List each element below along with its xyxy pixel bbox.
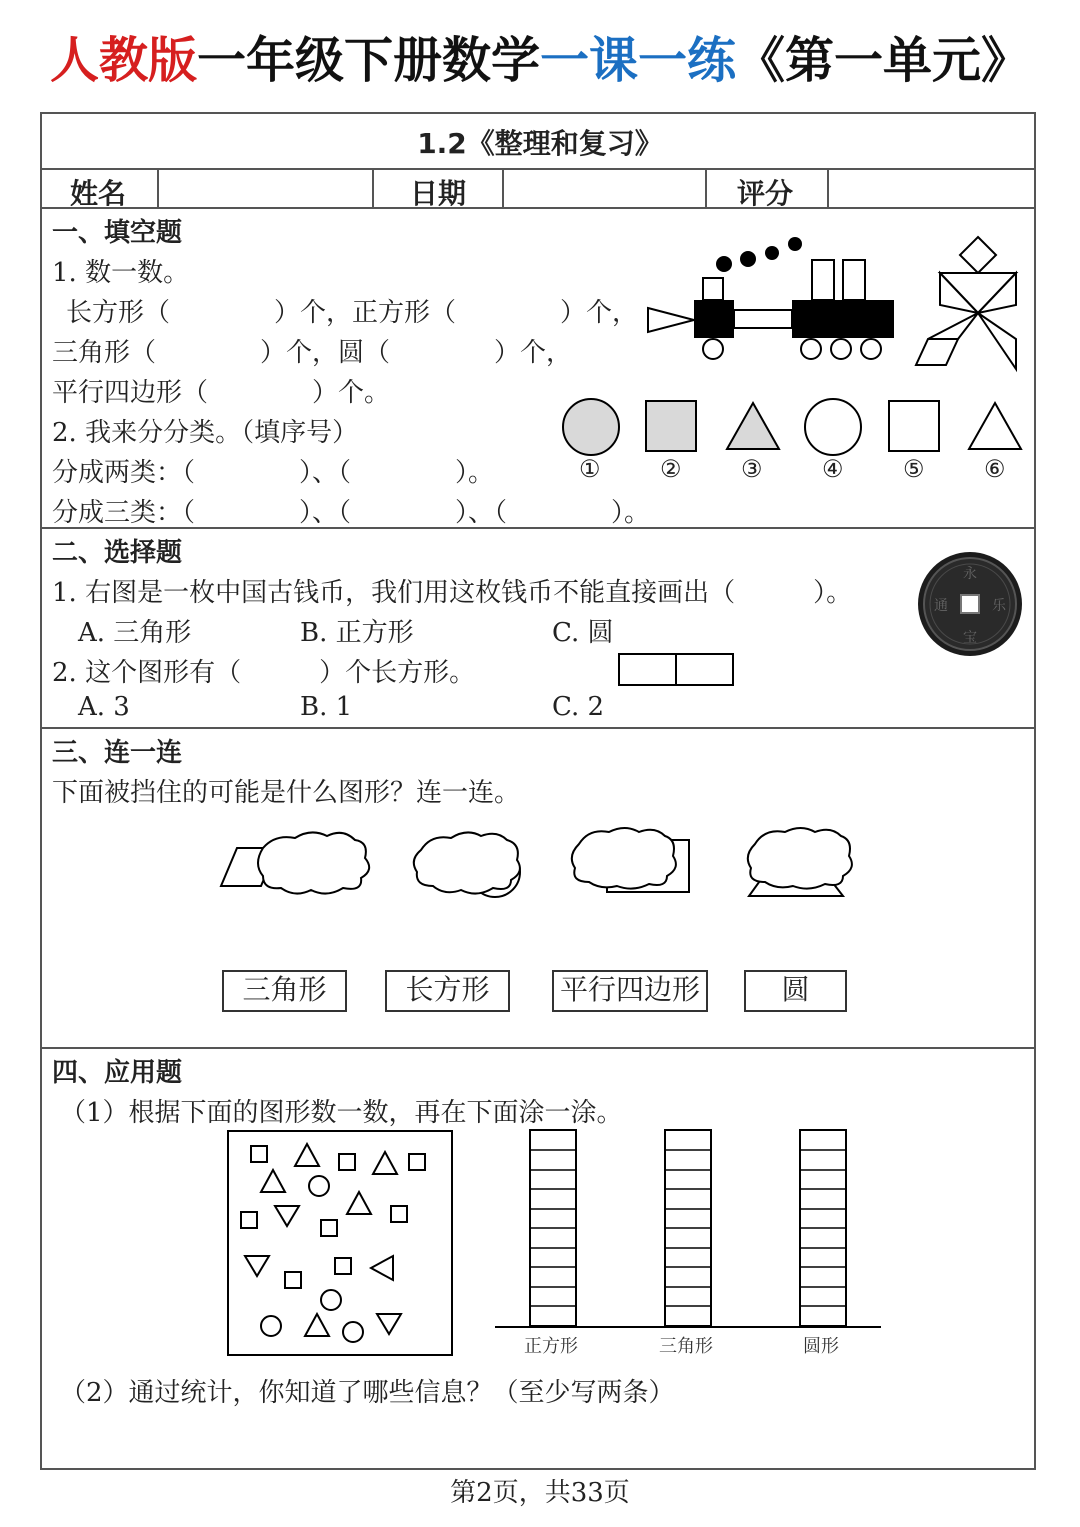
date-field[interactable] [505,170,703,206]
score-label: 评分 [737,177,794,210]
shape-num-4: ④ [822,455,844,483]
choice-parallelogram[interactable]: 平行四边形 [552,970,708,1012]
name-field[interactable] [160,170,370,206]
q2-2-opt-a[interactable]: A. 3 [78,692,130,722]
q2-1-text: 1. 右图是一枚中国古钱币，我们用这枚钱币不能直接画出（ ）。 [52,578,853,608]
page-footer: 第2页，共33页 [450,1478,630,1508]
q2-text: 2. 我来分分类。（填序号） [52,418,359,448]
choice-circle[interactable]: 圆 [744,970,847,1012]
bar-label-circle: 圆形 [803,1336,839,1357]
shape-num-1: ① [579,455,601,483]
q1-line2: 三角形（ ）个，圆（ ）个， [52,338,573,368]
two-rectangles-figure [618,653,736,687]
q2-1-opt-a[interactable]: A. 三角形 [78,618,192,648]
train-figure [640,230,910,370]
q2-2-opt-c[interactable]: C. 2 [552,692,605,722]
answer-area[interactable] [60,1410,1020,1462]
shape-num-5: ⑤ [903,455,925,483]
section1-heading: 一、填空题 [52,218,183,248]
q1-text: 1. 数一数。 [52,258,190,288]
shape-num-3: ③ [741,455,763,483]
q2-1-opt-c[interactable]: C. 圆 [552,618,614,648]
svg-text:永: 永 [963,566,977,582]
q4-1-text: （1）根据下面的图形数一数，再在下面涂一涂。 [60,1098,623,1128]
divider [40,1047,1036,1049]
q2-2-text: 2. 这个图形有（ ）个长方形。 [52,658,476,688]
hidden-shapes-figure [215,820,855,910]
section2-heading: 二、选择题 [52,538,183,568]
choice-triangle[interactable]: 三角形 [222,970,347,1012]
q2-1-opt-b[interactable]: B. 正方形 [300,618,414,648]
section4-heading: 四、应用题 [52,1058,183,1088]
q3-text: 下面被挡住的可能是什么图形？连一连。 [52,778,521,808]
choice-rectangle[interactable]: 长方形 [385,970,510,1012]
divider [40,207,1036,209]
tally-bars [495,1128,885,1332]
section3-heading: 三、连一连 [52,738,183,768]
q2-2-opt-b[interactable]: B. 1 [300,692,353,722]
score-field[interactable] [830,170,1034,206]
bar-label-triangle: 三角形 [659,1336,713,1357]
divider [40,727,1036,729]
lesson-title: 1.2《整理和复习》 [417,127,663,160]
shape-num-2: ② [660,455,682,483]
tangram-figure [918,235,1028,375]
date-label: 日期 [410,177,467,210]
q1-line3: 平行四边形（ ）个。 [52,378,391,408]
q2-line2: 分成三类：（ ）、（ ）、（ ）。 [52,498,651,528]
svg-text:宝: 宝 [963,630,977,646]
name-label: 姓名 [70,177,127,210]
ancient-coin-image [916,550,1026,658]
page-title: 人教版一年级下册数学一课一练《第一单元》 [49,32,1031,89]
svg-text:乐: 乐 [992,598,1006,614]
q4-2-text: （2）通过统计，你知道了哪些信息？（至少写两条） [60,1378,675,1408]
numbered-shapes [555,395,1025,460]
bar-label-square: 正方形 [524,1336,578,1357]
shape-num-6: ⑥ [984,455,1006,483]
mixed-shapes-panel [227,1130,455,1358]
q2-line1: 分成两类：（ ）、（ ）。 [52,458,495,488]
svg-text:通: 通 [934,598,948,614]
q1-line1: 长方形（ ）个，正方形（ ）个， [66,298,639,328]
